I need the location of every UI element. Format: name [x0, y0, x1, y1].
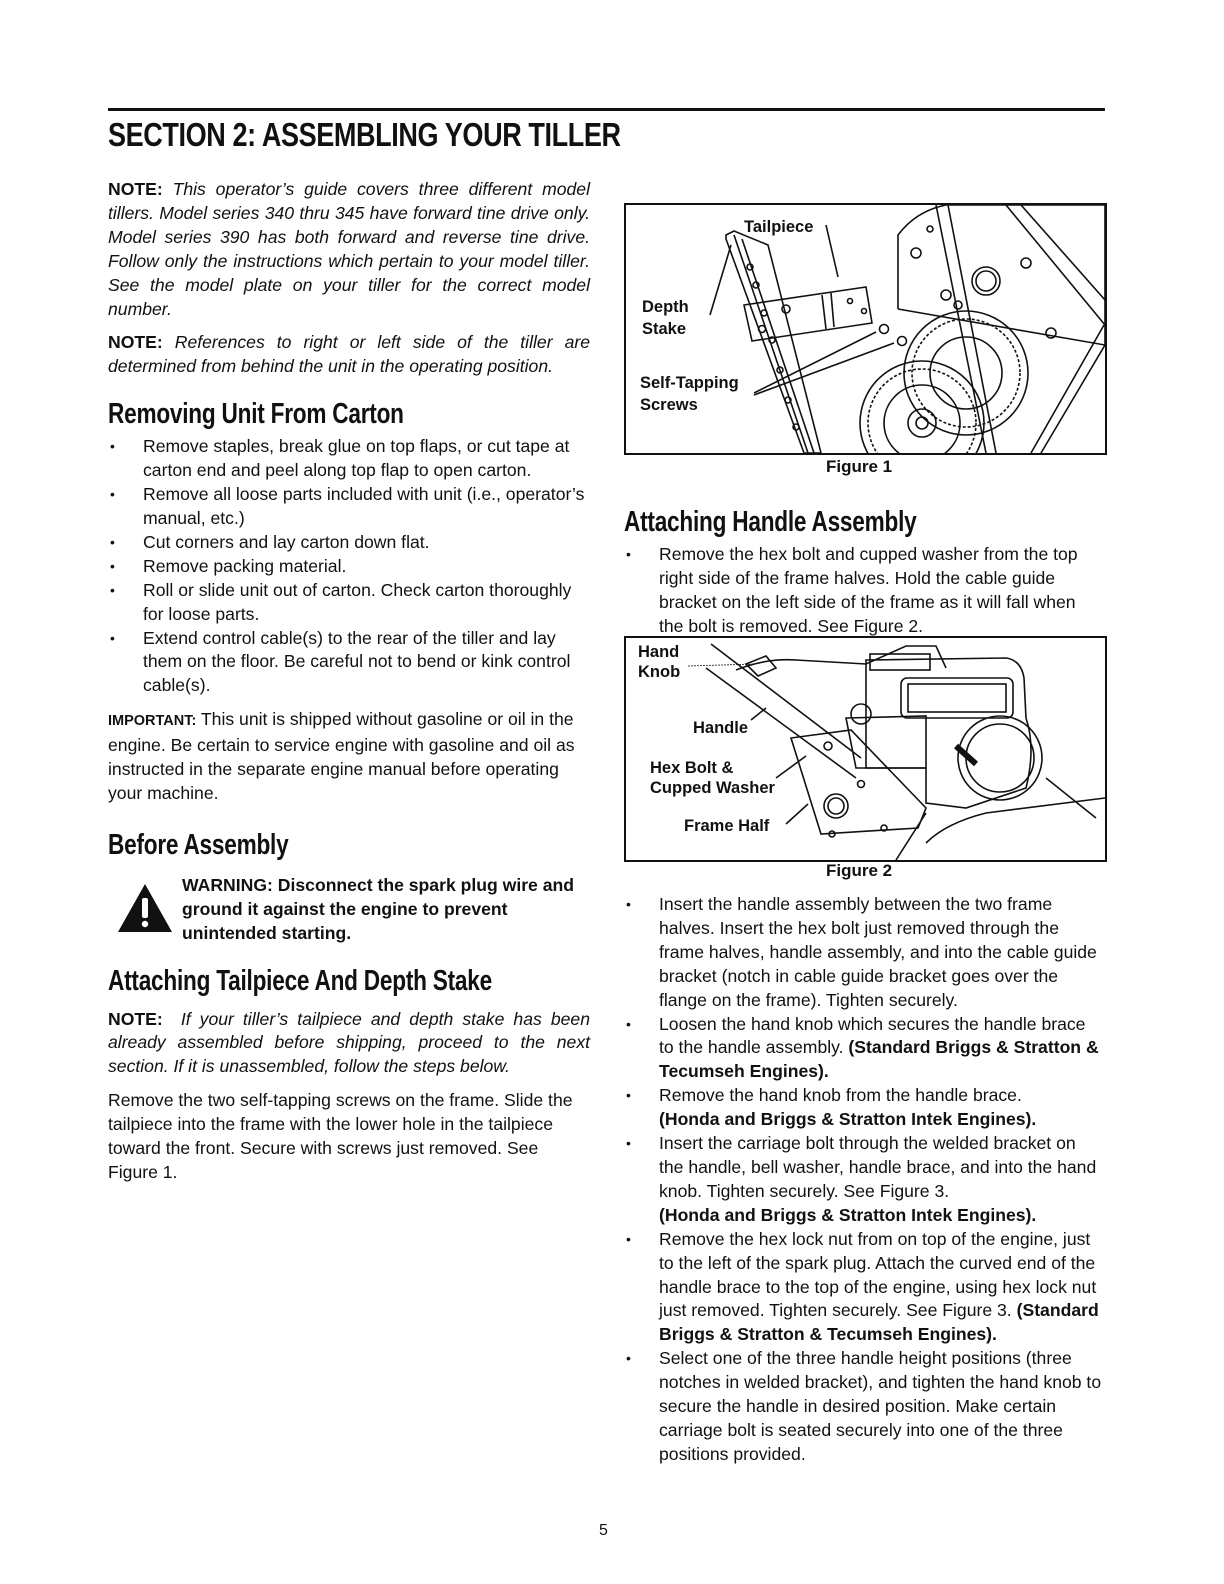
note-text: References to right or left side of the tiller are determined from behind the unit in the operating position. — [108, 332, 591, 377]
list-item: • Roll or slide unit out of carton. Check carton thoroughly for loose parts. — [108, 579, 590, 627]
list-item — [624, 1347, 1104, 1467]
tailpiece-note — [108, 1008, 590, 1080]
handle-list — [624, 893, 1104, 1467]
list-item-text: Remove the hex lock nut from on top of the engine, just to the left of the spark plug. Attach the curved end of the handle brace to the top of the engine, using hex lock nut just removed. Tighten securely. See Figure 3. — [659, 1228, 1097, 1321]
engine-qualifier: (Honda and Briggs & Stratton Intek Engines). — [659, 1204, 1037, 1225]
list-item: • Remove all loose parts included with unit (i.e., operator’s manual, etc.) — [108, 483, 590, 531]
figure-label-depth: Depth — [642, 298, 689, 316]
list-item — [624, 893, 1104, 1013]
figure-2-caption: Figure 2 — [826, 861, 893, 880]
section-title: SECTION 2: ASSEMBLING YOUR TILLER — [108, 116, 621, 153]
list-item-text: Loosen the hand knob which secures the handle brace to the handle assembly. — [659, 1013, 1086, 1058]
important-note — [108, 708, 590, 806]
handle-list-top — [624, 543, 1104, 639]
figure-label-frame-half: Frame Half — [684, 817, 770, 835]
figure-label-knob: Knob — [638, 663, 681, 681]
page-number: 5 — [599, 1522, 608, 1539]
left-column — [108, 178, 590, 1185]
figure-label-self-tapping: Self-Tapping — [640, 374, 739, 392]
engine-qualifier: (Standard Briggs & Stratton & Tecumseh Engines). — [659, 1037, 1099, 1082]
section-rule — [108, 108, 1105, 111]
figure-1 — [624, 203, 1107, 455]
figure-2 — [624, 636, 1107, 862]
list-item: • Extend control cable(s) to the rear of the tiller and lay them on the floor. Be careful not to bend or kink control cable(s). — [108, 627, 590, 699]
removing-list — [108, 435, 590, 698]
figure-label-screws: Screws — [640, 396, 698, 414]
list-item — [624, 1013, 1104, 1085]
important-text: This unit is shipped without gasoline or oil in the engine. Be certain to service engine with gasoline and oil as instructed in the separate engine manual before operating your machine. — [108, 709, 575, 803]
right-column-bottom — [624, 893, 1104, 1467]
list-item-text: Remove the hand knob from the handle brace. — [659, 1085, 1022, 1106]
list-item: • Remove staples, break glue on top flaps, or cut tape at carton end and peel along top flap to open carton. — [108, 435, 590, 483]
figure-label-cupped-washer: Cupped Washer — [650, 779, 775, 797]
list-item-text: Insert the handle assembly between the two frame halves. Insert the hex bolt just removed through the frame halves, handle assembly, and into the cable guide bracket (notch in cable guide bracket goes over the flange on the frame). Tighten securely. — [659, 894, 1097, 1010]
list-item: • Remove the hex bolt and cupped washer from the top right side of the frame halves. Hold the cable guide bracket on the left side of the frame as it will fall when the bolt is removed. See Figure 2. — [624, 543, 1104, 639]
figure-label-tailpiece: Tailpiece — [744, 218, 814, 236]
list-item — [624, 1132, 1104, 1228]
note-label: NOTE: — [108, 332, 163, 353]
list-item-text: Select one of the three handle height positions (three notches in welded bracket), and tighten the hand knob to secure the handle in desired position. Make certain carriage bolt is seated securely into one of the three positions provided. — [659, 1348, 1102, 1464]
note-label: NOTE: — [108, 1008, 163, 1029]
note-label: NOTE: — [108, 179, 163, 199]
warning-box — [108, 874, 590, 946]
intro-note-1 — [108, 178, 590, 321]
warning-triangle-icon — [116, 882, 174, 934]
list-item: • Cut corners and lay carton down flat. — [108, 531, 590, 555]
warning-text: WARNING: Disconnect the spark plug wire and ground it against the engine to prevent unintended starting. — [182, 874, 575, 943]
list-item — [624, 1228, 1104, 1348]
list-item-text: Insert the carriage bolt through the welded bracket on the handle, bell washer, handle brace, and into the hand knob. Tighten securely. See Figure 3. — [659, 1133, 1097, 1201]
figure-label-stake: Stake — [642, 320, 687, 338]
engine-qualifier: (Standard Briggs & Stratton & Tecumseh Engines). — [659, 1300, 1099, 1345]
figure-label-handle: Handle — [693, 719, 749, 737]
important-label: IMPORTANT: — [108, 713, 197, 730]
tailpiece-instructions: Remove the two self-tapping screws on the frame. Slide the tailpiece into the frame with the lower hole in the tailpiece toward the front. Secure with screws just removed. See Figure 1. — [108, 1090, 573, 1182]
list-item: • Remove packing material. — [108, 555, 590, 579]
heading-before-assembly: Before Assembly — [108, 828, 289, 861]
heading-removing-unit: Removing Unit From Carton — [108, 398, 404, 431]
heading-attaching-tailpiece: Attaching Tailpiece And Depth Stake — [108, 964, 492, 997]
note-text: This operator’s guide covers three different model tillers. Model series 340 thru 345 have forward tine drive only. Model series 390 has both forward and reverse tine drive. Follow only the instructions which pertain to your model tiller. See the model plate on your tiller for the correct model number. — [108, 179, 590, 319]
right-column-top — [624, 505, 1104, 639]
note-text: If your tiller’s tailpiece and depth stake has been already assembled before shipping, proceed to the next section. If it is unassembled, follow the steps below. — [108, 1008, 590, 1077]
intro-note-2 — [108, 331, 590, 379]
list-item — [624, 1084, 1104, 1132]
figure-label-hex-bolt: Hex Bolt & — [650, 759, 734, 777]
engine-qualifier: (Honda and Briggs & Stratton Intek Engines). — [659, 1109, 1037, 1130]
tiller-tailpiece-illustration — [626, 205, 1105, 453]
figure-1-caption: Figure 1 — [826, 457, 893, 476]
figure-label-hand: Hand — [638, 643, 680, 661]
heading-attaching-handle: Attaching Handle Assembly — [624, 506, 917, 538]
